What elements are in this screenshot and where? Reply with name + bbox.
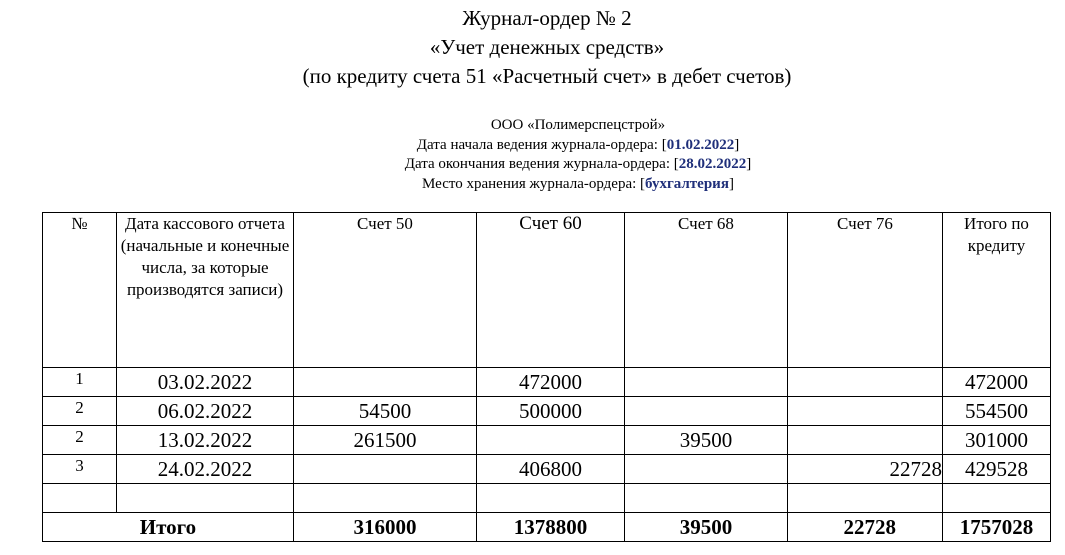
empty-cell xyxy=(788,484,943,513)
table-row xyxy=(43,368,1051,397)
row-num: 2 xyxy=(43,397,117,426)
storage-value: бухгалтерия xyxy=(645,176,729,192)
row-date: 06.02.2022 xyxy=(117,397,294,426)
totals-acc50: 316000 xyxy=(294,513,477,542)
totals-acc60: 1378800 xyxy=(477,513,625,542)
end-date-label: Дата окончания ведения журнала-ордера: xyxy=(404,156,671,172)
row-date: 03.02.2022 xyxy=(117,368,294,397)
header-total: Итого по кредиту xyxy=(943,213,1051,368)
row-acc68 xyxy=(625,397,788,426)
empty-cell xyxy=(477,484,625,513)
empty-cell xyxy=(294,484,477,513)
header-num: № xyxy=(43,213,117,368)
totals-row xyxy=(43,513,1051,542)
empty-cell xyxy=(43,484,117,513)
header-acc76: Счет 76 xyxy=(788,213,943,368)
start-date-value: 01.02.2022 xyxy=(666,137,735,153)
row-acc76 xyxy=(788,397,943,426)
end-date-line: Дата окончания ведения журнала-ордера: [28.02.2022] xyxy=(404,156,752,172)
journal-subtitle: «Учет денежных средств» xyxy=(429,35,665,59)
table-row xyxy=(43,397,1051,426)
row-acc68 xyxy=(625,455,788,484)
row-num: 3 xyxy=(43,455,117,484)
start-date-label: Дата начала ведения журнала-ордера: xyxy=(416,137,658,153)
row-total: 301000 xyxy=(943,426,1051,455)
row-date: 13.02.2022 xyxy=(117,426,294,455)
header-date: Дата кассового отчета (начальные и конечные числа, за которые производятся записи) xyxy=(117,213,294,368)
row-acc50: 54500 xyxy=(294,397,477,426)
row-num: 1 xyxy=(43,368,117,397)
table-row xyxy=(43,455,1051,484)
header-acc50: Счет 50 xyxy=(294,213,477,368)
row-total: 554500 xyxy=(943,397,1051,426)
totals-total: 1757028 xyxy=(943,513,1051,542)
row-total: 429528 xyxy=(943,455,1051,484)
storage-label: Место хранения журнала-ордера: xyxy=(422,176,637,192)
row-acc60 xyxy=(477,426,625,455)
header-acc68: Счет 68 xyxy=(625,213,788,368)
empty-cell xyxy=(943,484,1051,513)
row-date: 24.02.2022 xyxy=(117,455,294,484)
row-acc50 xyxy=(294,455,477,484)
empty-cell xyxy=(117,484,294,513)
company-name: ООО «Полимерспецстрой» xyxy=(490,117,666,133)
end-date-value: 28.02.2022 xyxy=(678,156,747,172)
journal-table xyxy=(42,212,1051,542)
row-acc76 xyxy=(788,368,943,397)
table-row xyxy=(43,426,1051,455)
journal-description: (по кредиту счета 51 «Расчетный счет» в дебет счетов) xyxy=(302,64,792,88)
row-acc68: 39500 xyxy=(625,426,788,455)
row-acc60: 500000 xyxy=(477,397,625,426)
row-acc60: 472000 xyxy=(477,368,625,397)
journal-title: Журнал-ордер № 2 xyxy=(462,6,632,30)
row-acc76 xyxy=(788,426,943,455)
start-date-line: Дата начала ведения журнала-ордера: [01.02.2022] xyxy=(416,137,740,153)
row-acc50: 261500 xyxy=(294,426,477,455)
totals-acc68: 39500 xyxy=(625,513,788,542)
row-total: 472000 xyxy=(943,368,1051,397)
row-num: 2 xyxy=(43,426,117,455)
header-acc60: Счет 60 xyxy=(477,213,625,368)
totals-acc76: 22728 xyxy=(788,513,943,542)
table-header-row xyxy=(43,213,1051,368)
row-acc50 xyxy=(294,368,477,397)
storage-line: Место хранения журнала-ордера: [бухгалтерия] xyxy=(422,176,734,192)
row-acc76: 22728 xyxy=(788,455,943,484)
empty-cell xyxy=(625,484,788,513)
empty-row xyxy=(43,484,1051,513)
row-acc68 xyxy=(625,368,788,397)
row-acc60: 406800 xyxy=(477,455,625,484)
totals-label: Итого xyxy=(43,513,294,542)
